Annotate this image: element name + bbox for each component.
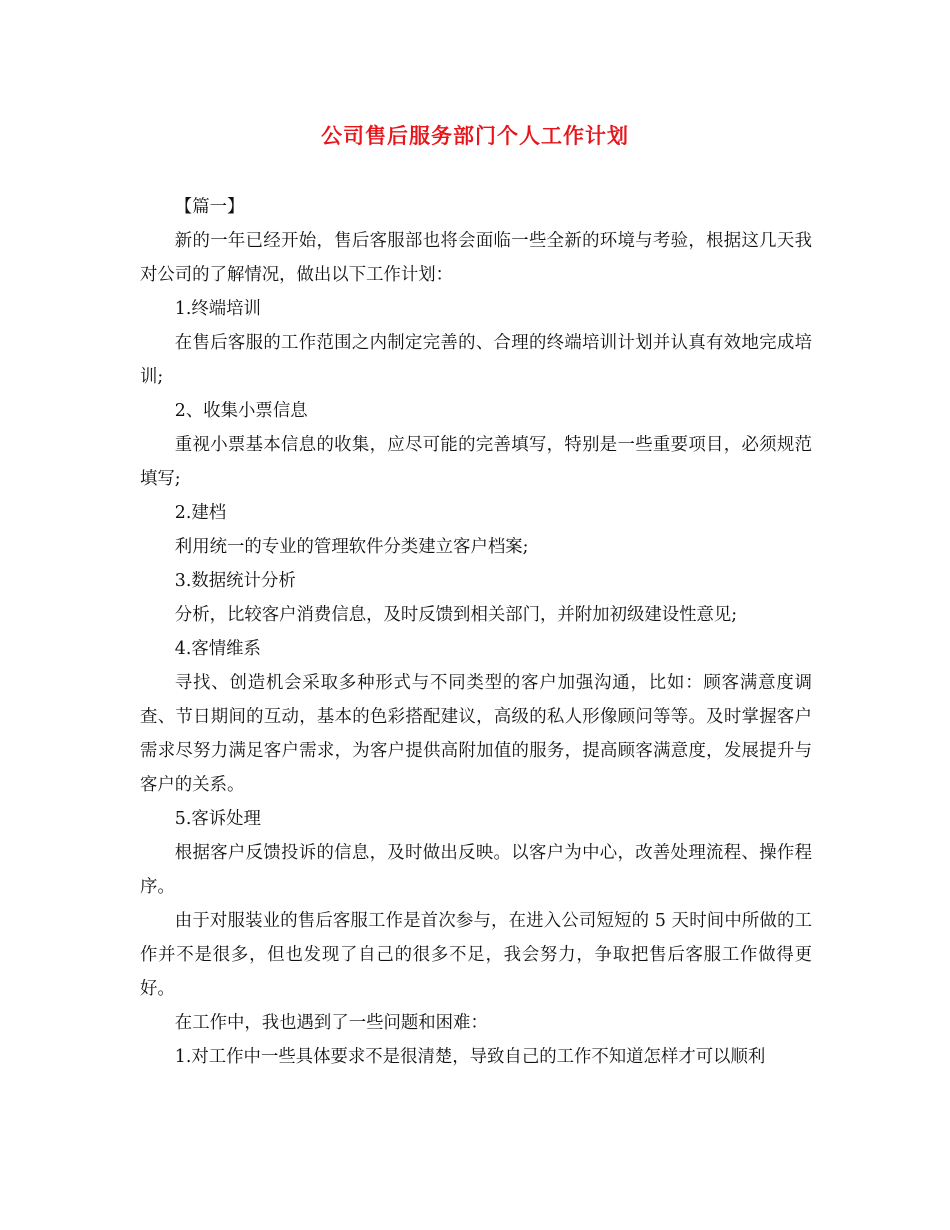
paragraph-receipt-info: 重视小票基本信息的收集，应尽可能的完善填写，特别是一些重要项目，必须规范填写; <box>140 435 812 489</box>
paragraph-data-analysis: 分析，比较客户消费信息，及时反馈到相关部门，并附加初级建设性意见; <box>174 605 738 625</box>
paragraph-complaints: 根据客户反馈投诉的信息，及时做出反映。以客户为中心，改善处理流程、操作程序。 <box>140 843 812 897</box>
item-heading-data-analysis: 3.数据统计分析 <box>174 571 296 591</box>
paragraph-problem-1: 1.对工作中一些具体要求不是很清楚，导致自己的工作不知道怎样才可以顺利 <box>174 1047 766 1067</box>
paragraph-summary: 由于对服装业的售后客服工作是首次参与，在进入公司短短的 5 天时间中所做的工作并不是很多，但也发现了自己的很多不足，我会努力，争取把售后客服工作做得更好。 <box>140 911 812 999</box>
item-heading-filing: 2.建档 <box>174 503 227 523</box>
document-body <box>140 190 812 1074</box>
document-title: 公司售后服务部门个人工作计划 <box>321 124 629 148</box>
item-heading-customer-relations: 4.客情维系 <box>174 639 261 659</box>
section-label: 【篇一】 <box>174 197 245 217</box>
intro-paragraph: 新的一年已经开始，售后客服部也将会面临一些全新的环境与考验，根据这几天我对公司的了解情况，做出以下工作计划： <box>140 231 812 285</box>
paragraph-problems-intro: 在工作中，我也遇到了一些问题和困难： <box>174 1013 488 1033</box>
item-heading-complaints: 5.客诉处理 <box>174 809 261 829</box>
item-heading-receipt-info: 2、收集小票信息 <box>174 401 308 421</box>
paragraph-filing: 利用统一的专业的管理软件分类建立客户档案; <box>174 537 529 557</box>
paragraph-terminal-training: 在售后客服的工作范围之内制定完善的、合理的终端培训计划并认真有效地完成培训; <box>140 333 812 387</box>
paragraph-customer-relations: 寻找、创造机会采取多种形式与不同类型的客户加强沟通，比如：顾客满意度调查、节日期间的互动，基本的色彩搭配建议，高级的私人形像顾问等等。及时掌握客户需求尽努力满足客户需求，为客户提供高附加值的服务，提高顾客满意度，发展提升与客户的关系。 <box>140 673 812 795</box>
item-heading-terminal-training: 1.终端培训 <box>174 299 261 319</box>
